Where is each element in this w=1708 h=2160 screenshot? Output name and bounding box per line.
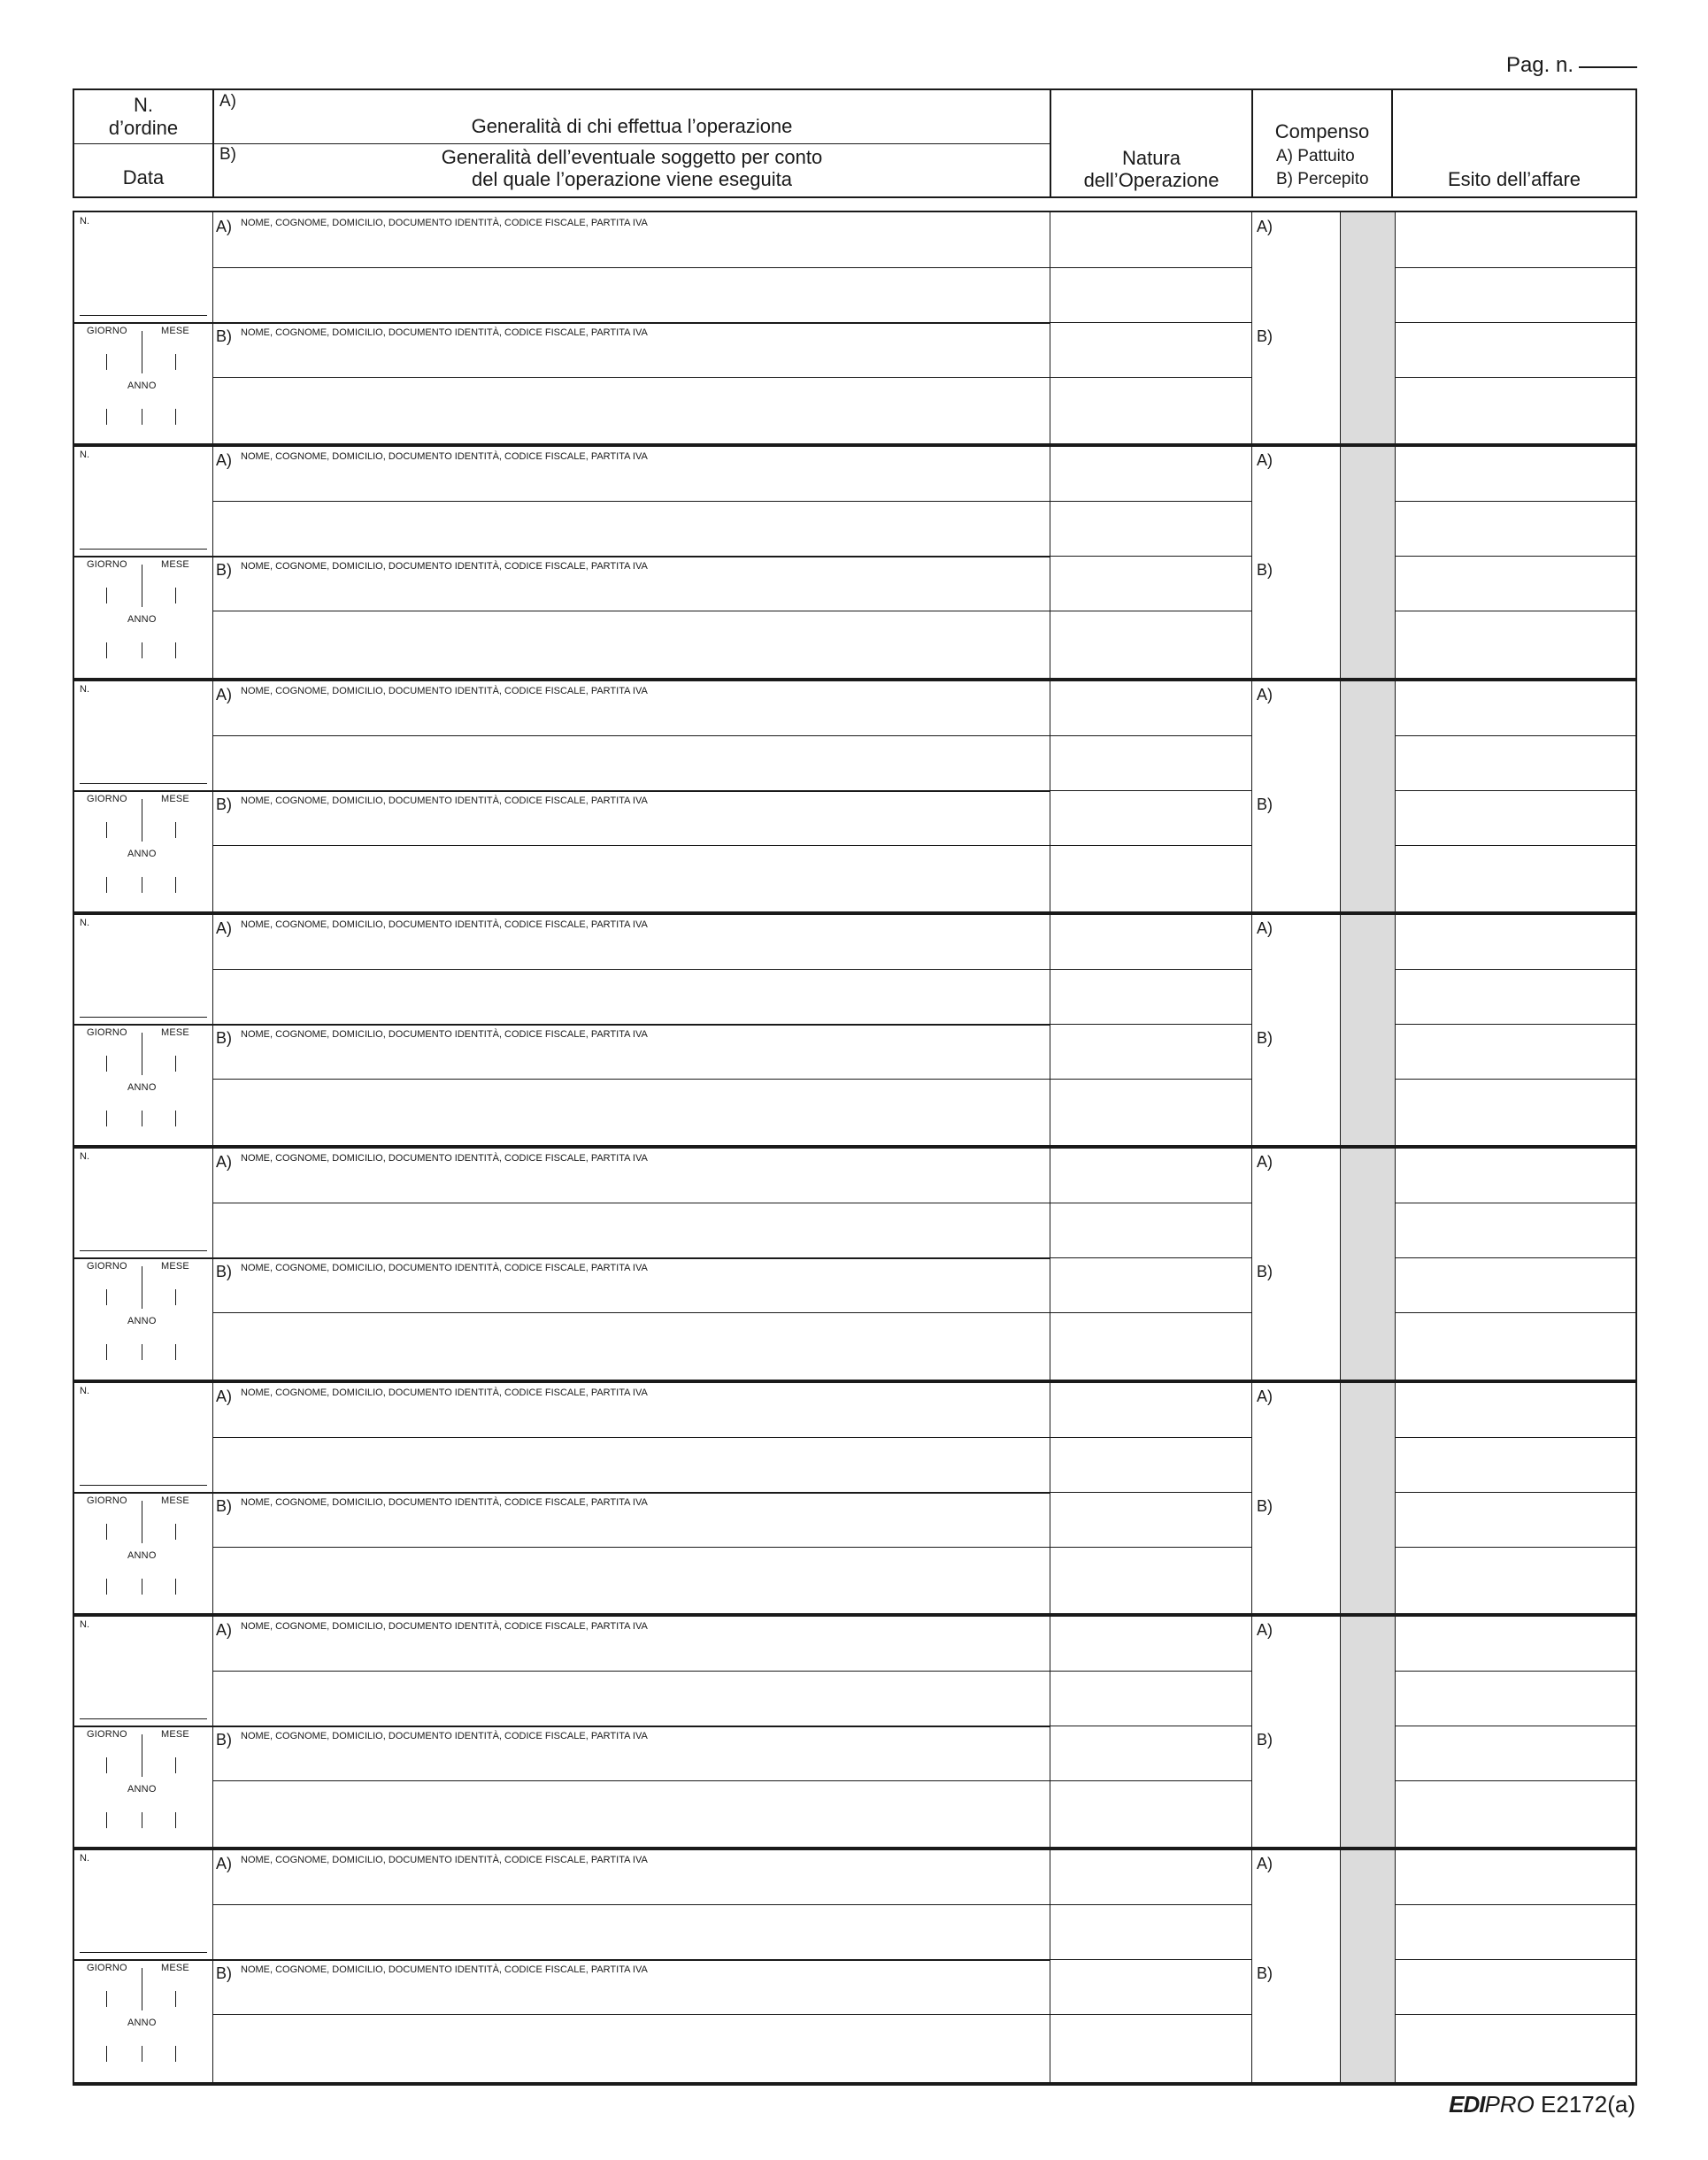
brand-logo-edi: EDI	[1449, 2091, 1485, 2118]
date-tick	[106, 2046, 107, 2062]
date-tick	[106, 877, 107, 893]
anno-label: ANNO	[127, 2018, 157, 2029]
order-number-field[interactable]	[80, 315, 207, 316]
date-tick	[106, 642, 107, 658]
order-number-label: N.	[80, 1385, 89, 1396]
natura-line	[1050, 1079, 1251, 1080]
esito-line	[1395, 2014, 1635, 2015]
header-compenso-title: Compenso	[1274, 120, 1370, 142]
date-tick	[106, 1579, 107, 1595]
register-entry	[74, 446, 1635, 680]
order-number-field[interactable]	[80, 1952, 207, 1953]
entry-separator	[73, 443, 1637, 447]
compenso-a-marker: A)	[1257, 1153, 1273, 1172]
header-b-marker: B)	[219, 145, 236, 164]
section-b-marker: B)	[216, 795, 232, 813]
mese-label: MESE	[161, 1261, 189, 1272]
giorno-label: GIORNO	[87, 1963, 127, 1974]
date-tick	[175, 2046, 176, 2062]
esito-line	[1395, 1547, 1635, 1548]
natura-line	[1050, 1492, 1251, 1493]
esito-line	[1395, 377, 1635, 378]
header-b-text-2: del quale l’operazione viene eseguita	[471, 168, 793, 190]
esito-line	[1395, 790, 1635, 791]
page-number	[1506, 53, 1637, 78]
entry-separator	[73, 678, 1637, 681]
page-number-label: Pag. n.	[1505, 53, 1573, 77]
section-b-marker: B)	[216, 1263, 232, 1281]
mese-label: MESE	[161, 793, 189, 804]
section-b-fields-hint: NOME, COGNOME, DOMICILIO, DOCUMENTO IDENTITÀ, CODICE FISCALE, PARTITA IVA	[241, 1263, 648, 1274]
line-a-1	[213, 267, 1050, 268]
date-tick	[175, 1111, 176, 1126]
section-a-fields-hint: NOME, COGNOME, DOMICILIO, DOCUMENTO IDENTITÀ, CODICE FISCALE, PARTITA IVA	[241, 1855, 648, 1866]
section-b-marker: B)	[216, 1730, 232, 1749]
section-a-marker: A)	[216, 218, 232, 235]
entry-separator	[73, 1380, 1637, 1383]
line-b-1	[213, 845, 1050, 846]
date-tick	[175, 588, 176, 603]
section-a-fields-hint: NOME, COGNOME, DOMICILIO, DOCUMENTO IDENTITÀ, CODICE FISCALE, PARTITA IVA	[241, 218, 648, 228]
anno-label: ANNO	[127, 380, 157, 391]
section-b-fields-hint: NOME, COGNOME, DOMICILIO, DOCUMENTO IDENTITÀ, CODICE FISCALE, PARTITA IVA	[241, 1028, 648, 1040]
section-b-fields-hint: NOME, COGNOME, DOMICILIO, DOCUMENTO IDENTITÀ, CODICE FISCALE, PARTITA IVA	[241, 561, 648, 573]
giorno-label: GIORNO	[87, 1026, 127, 1038]
natura-line	[1050, 1547, 1251, 1548]
natura-line	[1050, 1437, 1251, 1438]
anno-label: ANNO	[127, 848, 157, 859]
esito-line	[1395, 322, 1635, 323]
date-tick	[175, 1289, 176, 1305]
giorno-label: GIORNO	[87, 793, 127, 804]
natura-line	[1050, 1024, 1251, 1025]
esito-line	[1395, 1780, 1635, 1781]
compenso-a-marker: A)	[1257, 685, 1273, 703]
date-tick	[106, 1344, 107, 1360]
section-a-fields-hint: NOME, COGNOME, DOMICILIO, DOCUMENTO IDENTITÀ, CODICE FISCALE, PARTITA IVA	[241, 685, 648, 696]
section-a-marker: A)	[216, 451, 232, 470]
compenso-a-marker: A)	[1257, 1855, 1273, 1873]
compenso-a-marker: A)	[1257, 919, 1273, 937]
natura-line	[1050, 2014, 1251, 2015]
section-b-marker: B)	[216, 1964, 232, 1983]
esito-line	[1395, 845, 1635, 846]
section-b-fields-hint: NOME, COGNOME, DOMICILIO, DOCUMENTO IDENTITÀ, CODICE FISCALE, PARTITA IVA	[241, 1964, 648, 1976]
header-a-marker: A)	[219, 92, 236, 111]
date-tick	[106, 1289, 107, 1305]
giorno-label: GIORNO	[87, 559, 127, 571]
section-a-fields-hint: NOME, COGNOME, DOMICILIO, DOCUMENTO IDENTITÀ, CODICE FISCALE, PARTITA IVA	[241, 1153, 648, 1165]
register-entry	[74, 680, 1635, 914]
date-tick	[106, 1111, 107, 1126]
date-tick	[106, 1757, 107, 1773]
natura-line	[1050, 735, 1251, 736]
order-number-label: N.	[80, 1618, 89, 1630]
line-ab-divider	[74, 1024, 1050, 1026]
line-a-1	[213, 501, 1050, 502]
esito-line	[1395, 1437, 1635, 1438]
mese-label: MESE	[161, 326, 189, 336]
line-ab-divider	[74, 1257, 1050, 1259]
order-number-label: N.	[80, 917, 89, 928]
line-a-1	[213, 969, 1050, 970]
line-b-1	[213, 1780, 1050, 1781]
line-a-1	[213, 1904, 1050, 1905]
entry-separator	[73, 1145, 1637, 1149]
date-tick	[106, 588, 107, 603]
giorno-label: GIORNO	[87, 326, 127, 336]
compenso-b-marker: B)	[1257, 1964, 1273, 1983]
natura-line	[1050, 501, 1251, 502]
header-col-compenso	[1253, 90, 1393, 196]
section-a-fields-hint: NOME, COGNOME, DOMICILIO, DOCUMENTO IDENTITÀ, CODICE FISCALE, PARTITA IVA	[241, 1387, 648, 1398]
order-number-label: N.	[80, 1151, 89, 1163]
line-b-1	[213, 2014, 1050, 2015]
section-a-fields-hint: NOME, COGNOME, DOMICILIO, DOCUMENTO IDENTITÀ, CODICE FISCALE, PARTITA IVA	[241, 451, 648, 463]
esito-line	[1395, 1671, 1635, 1672]
register-entry	[74, 1849, 1635, 2083]
date-tick	[106, 822, 107, 838]
order-number-label: N.	[80, 216, 89, 227]
esito-line	[1395, 969, 1635, 970]
date-tick	[175, 642, 176, 658]
esito-line	[1395, 735, 1635, 736]
natura-line	[1050, 1671, 1251, 1672]
line-ab-divider	[74, 1959, 1050, 1961]
order-number-label: N.	[80, 1853, 89, 1864]
section-a-fields-hint: NOME, COGNOME, DOMICILIO, DOCUMENTO IDENTITÀ, CODICE FISCALE, PARTITA IVA	[241, 1620, 648, 1632]
compenso-b-marker: B)	[1257, 1496, 1273, 1515]
natura-line	[1050, 1312, 1251, 1313]
header-col-natura	[1051, 90, 1253, 196]
section-a-marker: A)	[216, 685, 232, 703]
mese-label: MESE	[161, 1495, 189, 1506]
natura-line	[1050, 1257, 1251, 1258]
esito-line	[1395, 267, 1635, 268]
section-a-marker: A)	[216, 1855, 232, 1873]
anno-label: ANNO	[127, 1081, 157, 1093]
line-b-1	[213, 1079, 1050, 1080]
anno-label: ANNO	[127, 614, 157, 626]
esito-line	[1395, 1257, 1635, 1258]
date-tick	[106, 1056, 107, 1072]
compenso-b-marker: B)	[1257, 1730, 1273, 1749]
line-ab-divider	[74, 790, 1050, 792]
register-bottom-border	[73, 2082, 1637, 2086]
entry-separator	[73, 1613, 1637, 1617]
giorno-label: GIORNO	[87, 1728, 127, 1740]
register-entry	[74, 914, 1635, 1148]
giorno-label: GIORNO	[87, 1261, 127, 1272]
compenso-b-marker: B)	[1257, 561, 1273, 580]
esito-line	[1395, 1492, 1635, 1493]
compenso-a-marker: A)	[1257, 1620, 1273, 1639]
header-col-generalita	[214, 90, 1051, 196]
entry-separator	[73, 1847, 1637, 1850]
date-tick	[175, 1991, 176, 2007]
compenso-b-marker: B)	[1257, 1263, 1273, 1281]
section-b-marker: B)	[216, 561, 232, 580]
header-b-text-1: Generalità dell’eventuale soggetto per conto	[441, 146, 823, 168]
date-tick	[106, 1991, 107, 2007]
section-b-fields-hint: NOME, COGNOME, DOMICILIO, DOCUMENTO IDENTITÀ, CODICE FISCALE, PARTITA IVA	[241, 327, 648, 338]
line-a-1	[213, 735, 1050, 736]
register-entry	[74, 1616, 1635, 1849]
natura-line	[1050, 845, 1251, 846]
line-ab-divider	[74, 556, 1050, 557]
header-compenso-b: B) Percepito	[1276, 170, 1369, 188]
header-natura-2: dell’Operazione	[1083, 169, 1219, 191]
entry-separator	[73, 911, 1637, 915]
natura-line	[1050, 322, 1251, 323]
esito-line	[1395, 1024, 1635, 1025]
natura-line	[1050, 377, 1251, 378]
natura-line	[1050, 969, 1251, 970]
date-tick	[106, 354, 107, 370]
compenso-a-marker: A)	[1257, 218, 1273, 235]
line-b-1	[213, 1547, 1050, 1548]
section-b-fields-hint: NOME, COGNOME, DOMICILIO, DOCUMENTO IDENTITÀ, CODICE FISCALE, PARTITA IVA	[241, 795, 648, 806]
natura-line	[1050, 267, 1251, 268]
section-b-marker: B)	[216, 1028, 232, 1047]
natura-line	[1050, 556, 1251, 557]
date-tick	[175, 354, 176, 370]
header-order-number: N. d’ordine	[108, 94, 179, 139]
order-number-field[interactable]	[80, 1017, 207, 1018]
date-tick	[175, 1056, 176, 1072]
line-ab-divider	[74, 1492, 1050, 1494]
date-tick	[106, 1524, 107, 1540]
esito-line	[1395, 556, 1635, 557]
header-col-esito	[1393, 90, 1635, 196]
register-header	[73, 88, 1637, 198]
esito-line	[1395, 1312, 1635, 1313]
register-body	[73, 211, 1637, 2084]
mese-label: MESE	[161, 1026, 189, 1038]
anno-label: ANNO	[127, 1316, 157, 1327]
line-ab-divider	[74, 1726, 1050, 1727]
order-number-field[interactable]	[80, 783, 207, 784]
register-entry	[74, 1148, 1635, 1381]
esito-line	[1395, 501, 1635, 502]
anno-label: ANNO	[127, 1549, 157, 1561]
section-b-fields-hint: NOME, COGNOME, DOMICILIO, DOCUMENTO IDENTITÀ, CODICE FISCALE, PARTITA IVA	[241, 1730, 648, 1741]
section-a-fields-hint: NOME, COGNOME, DOMICILIO, DOCUMENTO IDENTITÀ, CODICE FISCALE, PARTITA IVA	[241, 919, 648, 930]
order-number-label: N.	[80, 450, 89, 461]
line-ab-divider	[74, 322, 1050, 324]
date-tick	[175, 1524, 176, 1540]
register-entry	[74, 1382, 1635, 1616]
section-b-marker: B)	[216, 327, 232, 345]
header-date: Data	[122, 166, 165, 188]
section-b-fields-hint: NOME, COGNOME, DOMICILIO, DOCUMENTO IDENTITÀ, CODICE FISCALE, PARTITA IVA	[241, 1496, 648, 1508]
section-b-marker: B)	[216, 1496, 232, 1515]
date-tick	[175, 1579, 176, 1595]
order-number-label: N.	[80, 683, 89, 695]
esito-line	[1395, 1959, 1635, 1960]
compenso-b-marker: B)	[1257, 1028, 1273, 1047]
page-number-blank[interactable]	[1579, 66, 1637, 68]
date-tick	[175, 877, 176, 893]
section-a-marker: A)	[216, 1153, 232, 1172]
header-col-order-date	[74, 90, 214, 196]
compenso-b-marker: B)	[1257, 795, 1273, 813]
compenso-a-marker: A)	[1257, 451, 1273, 470]
order-number-field[interactable]	[80, 1718, 207, 1719]
date-tick	[175, 1757, 176, 1773]
line-b-1	[213, 1312, 1050, 1313]
giorno-label: GIORNO	[87, 1495, 127, 1506]
line-a-1	[213, 1437, 1050, 1438]
esito-line	[1395, 1079, 1635, 1080]
esito-line	[1395, 1904, 1635, 1905]
compenso-b-marker: B)	[1257, 327, 1273, 345]
header-compenso-a: A) Pattuito	[1276, 147, 1355, 165]
date-tick	[175, 822, 176, 838]
natura-line	[1050, 790, 1251, 791]
natura-line	[1050, 1904, 1251, 1905]
header-esito: Esito dell’affare	[1447, 168, 1581, 190]
natura-line	[1050, 1780, 1251, 1781]
date-tick	[175, 1344, 176, 1360]
line-b-1	[213, 377, 1050, 378]
section-a-marker: A)	[216, 1620, 232, 1639]
header-natura-1: Natura	[1121, 147, 1181, 169]
order-number-field[interactable]	[80, 549, 207, 550]
natura-line	[1050, 1959, 1251, 1960]
section-a-marker: A)	[216, 1387, 232, 1405]
brand-footer	[1449, 2091, 1635, 2118]
mese-label: MESE	[161, 559, 189, 571]
section-a-marker: A)	[216, 919, 232, 937]
date-tick	[175, 409, 176, 425]
anno-label: ANNO	[127, 1783, 157, 1795]
brand-logo-pro: PRO	[1484, 2091, 1535, 2118]
mese-label: MESE	[161, 1963, 189, 1974]
date-tick	[175, 1812, 176, 1828]
date-tick	[106, 409, 107, 425]
date-tick	[106, 1812, 107, 1828]
order-number-field[interactable]	[80, 1485, 207, 1486]
order-number-field[interactable]	[80, 1250, 207, 1251]
line-a-1	[213, 1671, 1050, 1672]
form-code: E2172(a)	[1534, 2091, 1635, 2118]
register-entry	[74, 212, 1635, 446]
compenso-a-marker: A)	[1257, 1387, 1273, 1405]
header-a-text: Generalità di chi effettua l’operazione	[471, 115, 793, 137]
mese-label: MESE	[161, 1728, 189, 1740]
